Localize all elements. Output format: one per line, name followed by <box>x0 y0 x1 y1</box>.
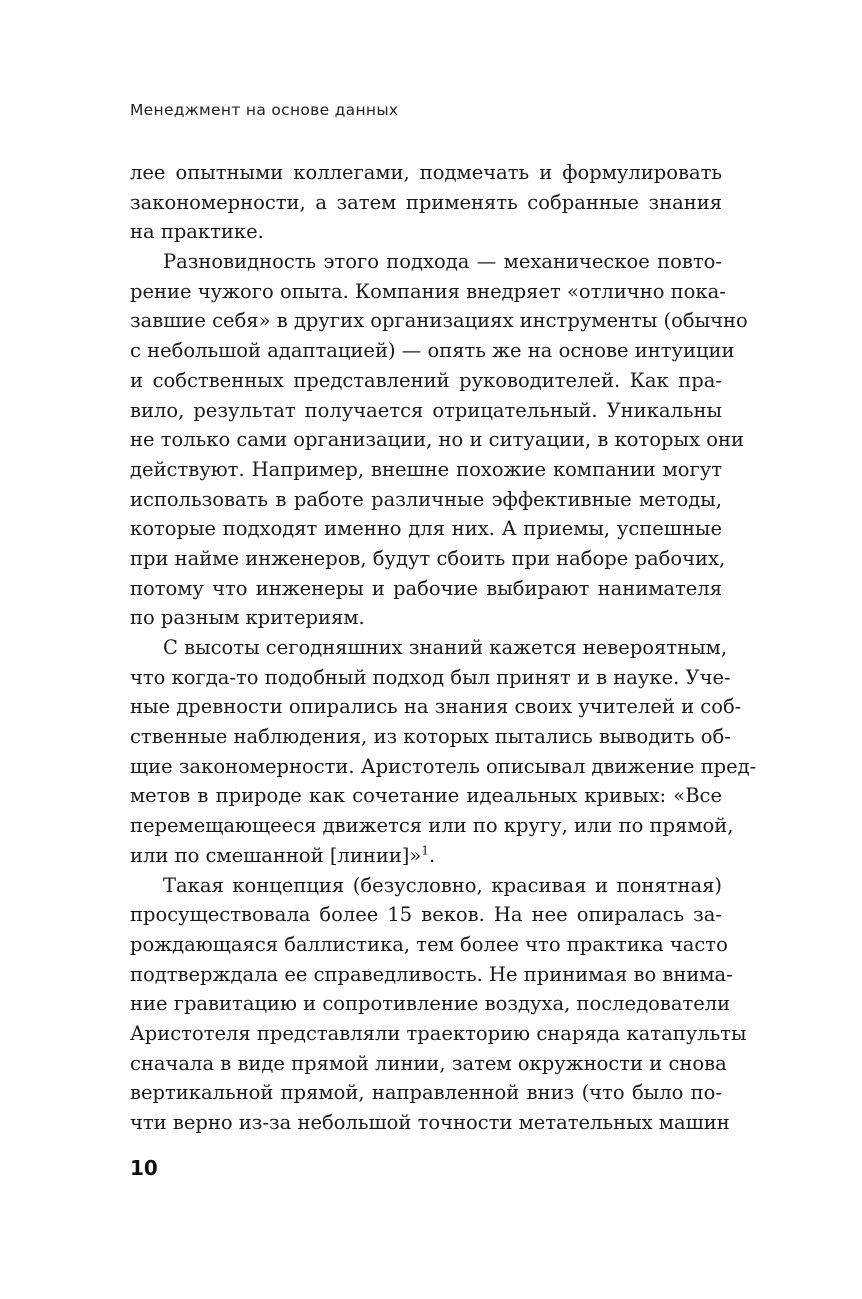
paragraph <box>130 633 757 871</box>
text-line: Разновидность этого подхода — механическое повто- <box>163 250 722 274</box>
paragraph <box>130 158 722 247</box>
text-line: вило, результат получается отрицательный. Уникальны <box>130 398 722 422</box>
text-line: подтверждала ее справедливость. Не принимая во внима- <box>130 962 733 986</box>
text-line-content: или по смешанной [линии]» <box>130 843 422 867</box>
paragraph <box>130 871 747 1138</box>
text-line: с небольшой адаптацией) — опять же на основе интуиции <box>130 339 735 363</box>
text-line: перемещающееся движется или по кругу, или по прямой, <box>130 814 734 838</box>
body-text <box>130 158 757 1138</box>
page-number: 10 <box>130 1156 158 1180</box>
text-line: чти верно из-за небольшой точности метательных машин <box>130 1111 730 1134</box>
text-line: при найме инженеров, будут сбоить при наборе рабочих, <box>130 546 726 570</box>
text-line: использовать в работе различные эффективные методы, <box>130 487 722 511</box>
text-line: Такая концепция (безусловно, красивая и понятная) <box>163 873 722 897</box>
text-line: ные древности опирались на знания своих учителей и соб- <box>130 695 742 719</box>
paragraph <box>130 247 748 633</box>
running-head: Менеджмент на основе данных <box>130 101 399 119</box>
text-line: которые подходят именно для них. А приемы, успешные <box>130 517 722 541</box>
text-line: вертикальной прямой, направленной вниз (что было по- <box>130 1081 722 1105</box>
footnote-reference[interactable]: 1 <box>421 843 429 858</box>
text-line: завшие себя» в других организациях инструменты (обычно <box>130 309 748 333</box>
text-line: действуют. Например, внешне похожие компании могут <box>130 457 722 481</box>
text-line: на практике. <box>130 220 264 244</box>
text-line-punctuation: . <box>429 843 436 867</box>
text-line: лее опытными коллегами, подмечать и формулировать <box>130 161 722 184</box>
text-line: что когда-то подобный подход был принят и в науке. Уче- <box>130 665 731 689</box>
text-line <box>130 841 722 871</box>
text-line: сначала в виде прямой линии, затем окружности и снова <box>130 1051 727 1075</box>
text-line: и собственных представлений руководителей. Как пра- <box>130 368 722 392</box>
text-line: по разным критериям. <box>130 606 365 630</box>
text-line: метов в природе как сочетание идеальных кривых: «Все <box>130 784 722 808</box>
text-line: ние гравитацию и сопротивление воздуха, последователи <box>130 992 731 1016</box>
text-line: потому что инженеры и рабочие выбирают нанимателя <box>130 576 722 600</box>
text-line: просуществовала более 15 веков. На нее опиралась за- <box>130 903 722 927</box>
text-line: С высоты сегодняшних знаний кажется невероятным, <box>163 636 728 659</box>
text-line: рождающаяся баллистика, тем более что практика часто <box>130 932 728 956</box>
text-line: Аристотеля представляли траекторию снаряда катапульты <box>130 1021 747 1045</box>
text-line: рение чужого опыта. Компания внедряет «отлично пока- <box>130 279 726 303</box>
text-line: не только сами организации, но и ситуации, в которых они <box>130 428 744 452</box>
text-line: закономерности, а затем применять собранные знания <box>130 190 722 214</box>
text-line: ственные наблюдения, из которых пытались выводить об- <box>130 725 731 749</box>
text-line: щие закономерности. Аристотель описывал движение пред- <box>130 754 757 778</box>
